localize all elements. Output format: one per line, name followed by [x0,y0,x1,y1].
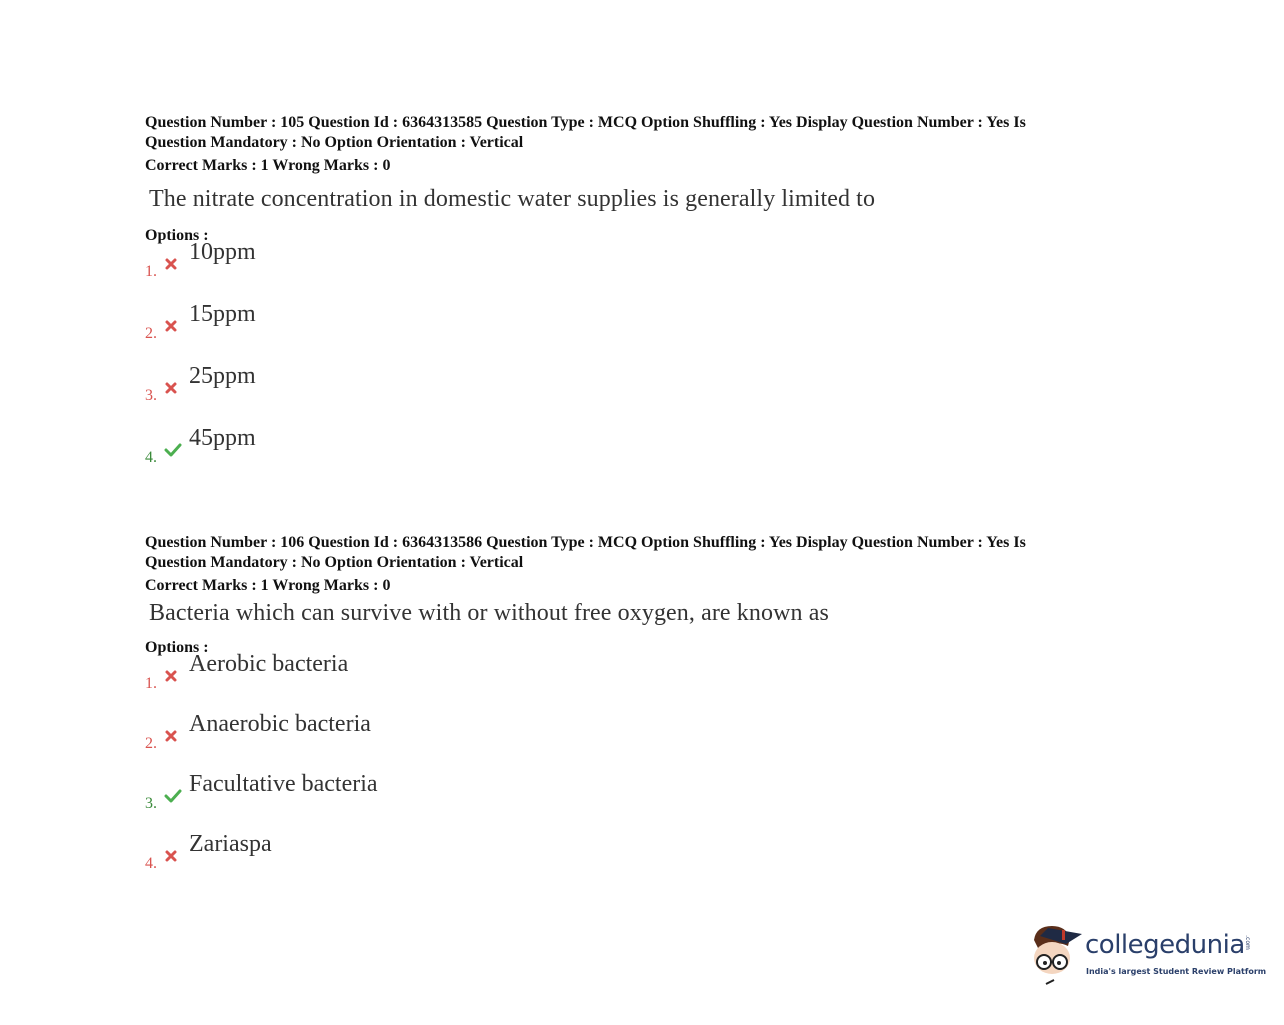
check-icon [164,789,182,803]
collegedunia-logo [1026,918,1267,990]
logo-tagline: India's largest Student Review Platform [1086,967,1267,976]
question-105 [145,113,1115,493]
option-number: 3. [145,387,157,404]
option-number: 1. [145,675,157,692]
option-text: 25ppm [189,363,256,389]
option-text: Aerobic bacteria [189,651,349,677]
question-text: Bacteria which can survive with or without free oxygen, are known as [149,600,829,626]
option-number: 2. [145,735,157,752]
cross-icon [164,257,178,271]
question-106 [145,533,1115,897]
option-text: Facultative bacteria [189,771,378,797]
option-number: 3. [145,795,157,812]
options-list [145,239,1115,493]
option-4 [145,425,1115,493]
option-number: 1. [145,263,157,280]
cross-icon [164,381,178,395]
option-2 [145,711,1115,777]
question-meta-line-2: Question Mandatory : No Option Orientation : Vertical [145,554,524,571]
option-number: 2. [145,325,157,342]
question-meta-line-1: Question Number : 105 Question Id : 6364313585 Question Type : MCQ Option Shuffling : Yes Display Question Number : Yes Is [145,114,1026,131]
question-text: The nitrate concentration in domestic water supplies is generally limited to [149,186,876,212]
option-1 [145,651,1115,717]
question-meta [145,113,1115,153]
question-marks: Correct Marks : 1 Wrong Marks : 0 [145,157,391,174]
option-3 [145,771,1115,837]
options-list [145,651,1115,897]
option-text: Anaerobic bacteria [189,711,371,737]
option-text: 15ppm [189,301,256,327]
question-meta-line-2: Question Mandatory : No Option Orientation : Vertical [145,134,524,151]
option-number: 4. [145,449,157,466]
cross-icon [164,729,178,743]
option-2 [145,301,1115,369]
options-label: Options : [145,227,209,244]
option-number: 4. [145,855,157,872]
option-text: 10ppm [189,239,256,265]
option-1 [145,239,1115,307]
cross-icon [164,319,178,333]
logo-suffix: .com [1243,935,1251,950]
check-icon [164,443,182,457]
option-4 [145,831,1115,897]
mascot-icon [1026,918,1084,990]
option-text: Zariaspa [189,831,272,857]
logo-name: collegedunia [1085,930,1245,960]
question-meta-line-1: Question Number : 106 Question Id : 6364313586 Question Type : MCQ Option Shuffling : Yes Display Question Number : Yes Is [145,534,1026,551]
cross-icon [164,669,178,683]
question-marks: Correct Marks : 1 Wrong Marks : 0 [145,577,391,594]
options-label: Options : [145,639,209,656]
cross-icon [164,849,178,863]
option-3 [145,363,1115,431]
option-text: 45ppm [189,425,256,451]
question-meta [145,533,1115,573]
